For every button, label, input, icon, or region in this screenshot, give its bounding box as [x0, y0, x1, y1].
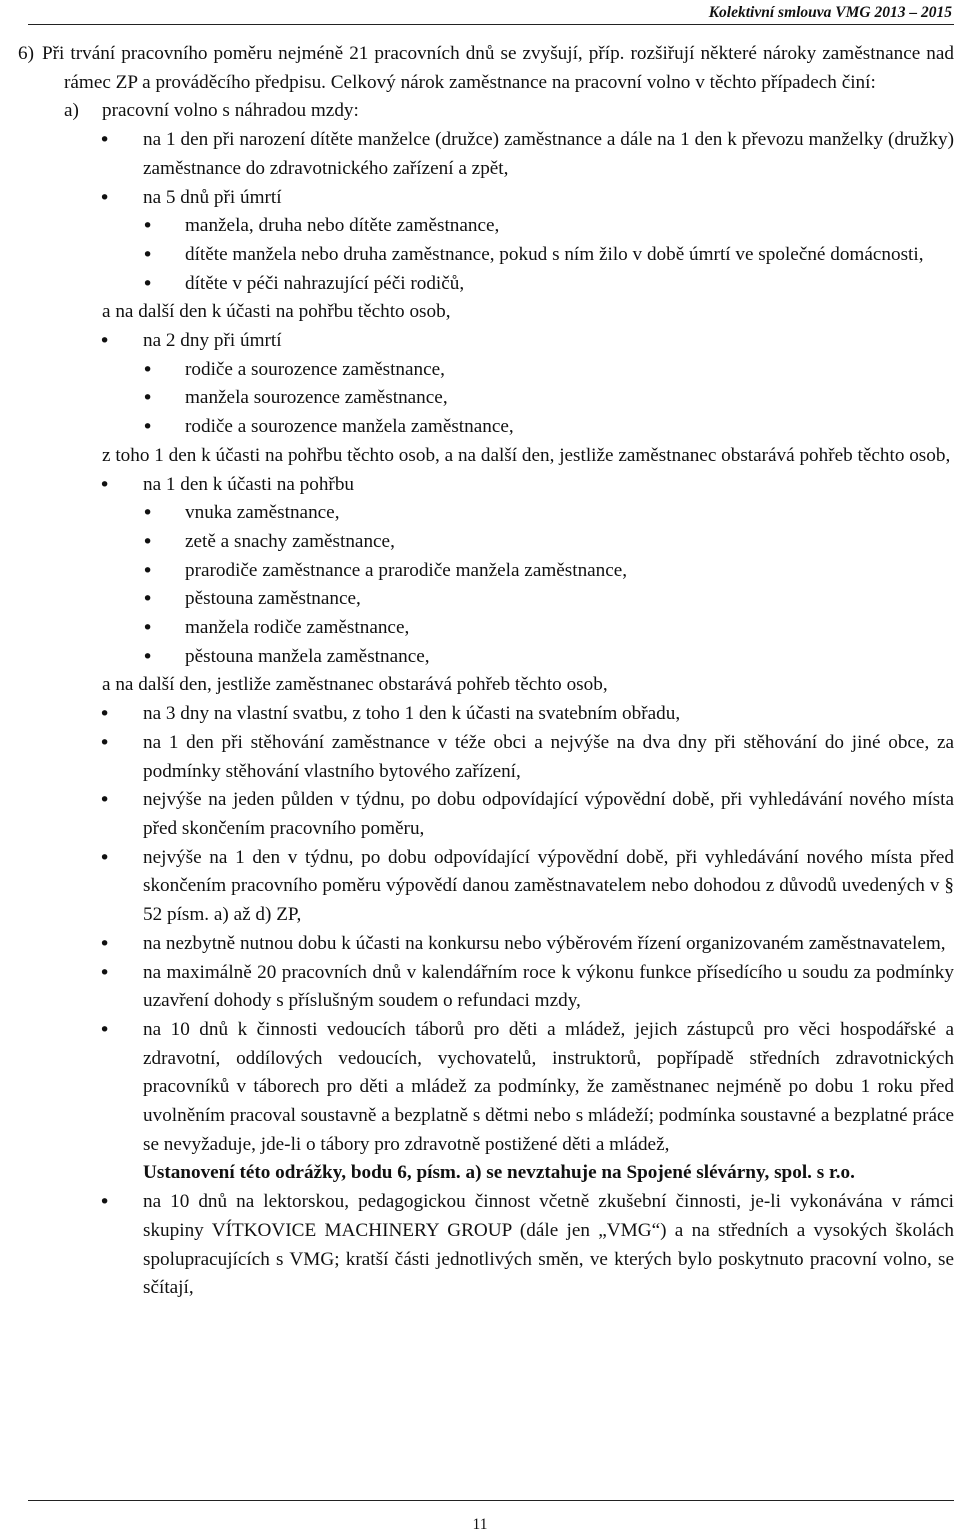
sub-list-item: • dítěte v péči nahrazující péči rodičů,	[0, 270, 960, 299]
sub-list-item: • pěstouna zaměstnance,	[0, 585, 960, 614]
section-6-intro: 6) Při trvání pracovního poměru nejméně 21 pracovních dnů se zvyšují, příp. rozšiřují některé nároky zaměstnance nad rámec ZP a prováděcího předpisu. Celkový nárok zaměstnance na pracovní volno v těchto případech činí:	[18, 43, 954, 93]
list-item: • na 10 dnů k činnosti vedoucích táborů pro děti a mládež, jejich zástupců pro věci hospodářské a zdravotní, oddílových vedoucích, vychovatelů, instruktorů, popřípadě středních zdravotnických pracovníků v táborech pro děti a mládež za podmínky, že zaměstnanec nejméně po dobu 1 roku před uvolněním pracoval soustavně a bezplatně s dětmi nebo s mládeží; podmínka soustavné a bezplatné práce se nevyžaduje, jde-li o tábory pro zdravotně postižené děti a mládež,	[0, 1016, 960, 1160]
document-header-title: Kolektivní smlouva VMG 2013 – 2015	[708, 4, 952, 21]
section-intro-text: Při trvání pracovního poměru nejméně 21 pracovních dnů se zvyšují, příp. rozšiřují některé nároky zaměstnance nad rámec ZP a prováděcího předpisu. Celkový nárok zaměstnance na pracovní volno v těchto případech činí:	[42, 43, 954, 93]
subsection-label: a)	[64, 100, 79, 122]
footer-divider	[28, 1500, 954, 1501]
sub-list-item: • pěstouna manžela zaměstnance,	[0, 643, 960, 672]
list-note: a na další den k účasti na pohřbu těchto osob,	[102, 301, 451, 323]
sub-list-item: • manžela sourozence zaměstnance,	[0, 384, 960, 413]
page-number: 11	[472, 1516, 488, 1533]
list-note: a na další den, jestliže zaměstnanec obstarává pohřeb těchto osob,	[102, 674, 608, 696]
sub-list-item: • vnuka zaměstnance,	[0, 499, 960, 528]
sub-list-item: • rodiče a sourozence manžela zaměstnance,	[0, 413, 960, 442]
sub-list-item: • dítěte manžela nebo druha zaměstnance, pokud s ním žilo v době úmrtí ve společné domácnosti,	[0, 241, 960, 270]
sub-list-item: • rodiče a sourozence zaměstnance,	[0, 356, 960, 385]
list-item: • na 10 dnů na lektorskou, pedagogickou činnost včetně zkušební činnosti, je-li vykonávána v rámci skupiny VÍTKOVICE MACHINERY GROUP (dále jen „VMG“) a na středních a vysokých školách spolupracujících s VMG; kratší části jednotlivých směn, ve kterých bylo poskytnuto pracovní volno, se sčítají,	[0, 1188, 960, 1303]
subsection-a	[0, 97, 960, 126]
list-item: • na 5 dnů při úmrtí	[0, 184, 960, 213]
subsection-title: pracovní volno s náhradou mzdy:	[102, 100, 359, 122]
sub-list-item: • manžela rodiče zaměstnance,	[0, 614, 960, 643]
sub-list-item: • zetě a snachy zaměstnance,	[0, 528, 960, 557]
list-item: • na 1 den při stěhování zaměstnance v téže obci a nejvýše na dva dny při stěhování do jiné obce, za podmínky stěhování vlastního bytového zařízení,	[0, 729, 960, 786]
list-item: • nejvýše na 1 den v týdnu, po dobu odpovídající výpovědní době, při vyhledávání nového místa před skončením pracovního poměru výpovědí danou zaměstnavatelem nebo dohodou z důvodů uvedených v § 52 písm. a) až d) ZP,	[0, 844, 960, 930]
list-item: • na nezbytně nutnou dobu k účasti na konkursu nebo výběrovém řízení organizovaném zaměstnavatelem,	[0, 930, 960, 959]
list-item: • na 3 dny na vlastní svatbu, z toho 1 den k účasti na svatebním obřadu,	[0, 700, 960, 729]
list-item: • na 1 den k účasti na pohřbu	[0, 471, 960, 500]
list-item: • na 1 den při narození dítěte manželce (družce) zaměstnance a dále na 1 den k převozu manželky (družky) zaměstnance do zdravotnického zařízení a zpět,	[0, 126, 960, 183]
header-divider	[28, 24, 954, 25]
sub-list-item: • manžela, druha nebo dítěte zaměstnance,	[0, 212, 960, 241]
document-body	[0, 40, 960, 1303]
list-note: z toho 1 den k účasti na pohřbu těchto osob, a na další den, jestliže zaměstnanec obstarává pohřeb těchto osob,	[102, 444, 951, 466]
list-item: • na maximálně 20 pracovních dnů v kalendářním roce k výkonu funkce přísedícího u soudu za podmínky uzavření dohody s příslušným soudem o refundaci mzdy,	[0, 959, 960, 1016]
list-item: • nejvýše na jeden půlden v týdnu, po dobu odpovídající výpovědní době, při vyhledávání nového místa před skončením pracovního poměru,	[0, 786, 960, 843]
list-item: • na 2 dny při úmrtí	[0, 327, 960, 356]
sub-list-item: • prarodiče zaměstnance a prarodiče manžela zaměstnance,	[0, 557, 960, 586]
bold-exception-note: Ustanovení této odrážky, bodu 6, písm. a) se nevztahuje na Spojené slévárny, spol. s r.o.	[143, 1162, 855, 1184]
